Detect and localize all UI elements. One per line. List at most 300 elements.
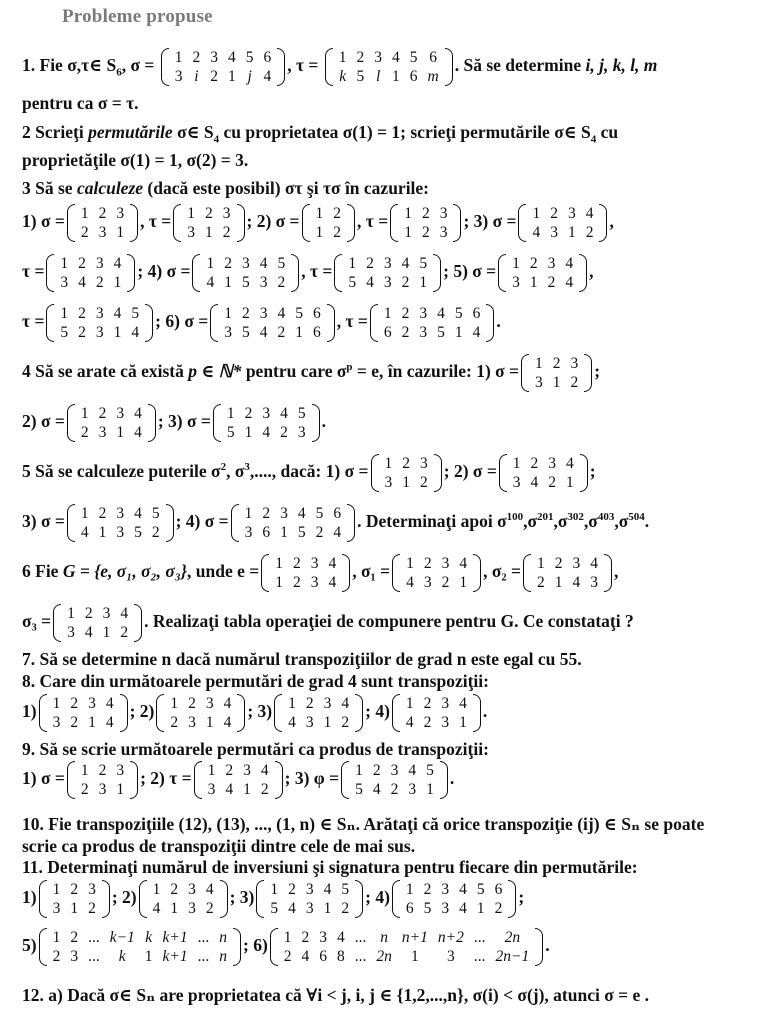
matrix-cell: 4 [134, 505, 142, 522]
left-paren [210, 304, 218, 342]
matrix-cell: 2 [280, 424, 288, 441]
matrix-cell: 3 [205, 695, 214, 712]
matrix-table [148, 880, 219, 918]
matrix-cell: 1 [224, 305, 232, 322]
right-paren [508, 880, 516, 918]
matrix-cell: 2 [170, 714, 179, 731]
matrix-cell: 5 [341, 881, 350, 898]
matrix-cell: 5 [60, 324, 69, 341]
left-paren [39, 880, 47, 918]
permutation-matrix [39, 880, 110, 918]
matrix-cell: 3 [310, 574, 319, 591]
right-paren [277, 48, 285, 86]
matrix-cell: 8 [337, 948, 345, 965]
matrix-cell: 4 [366, 274, 374, 291]
matrix-cell: 2 [260, 781, 269, 798]
permutation-matrix [302, 204, 356, 242]
matrix-cell: 5 [241, 274, 250, 291]
permutation-matrix [392, 694, 481, 732]
problem-2-cont: proprietăţile σ(1) = 1, σ(2) = 3. [22, 150, 249, 170]
matrix-cell: 3 [116, 205, 125, 222]
problem-10-cont: scrie ca produs de transpoziţii dintre cele de mai sus. [22, 836, 416, 856]
matrix-cell: 1 [323, 714, 332, 731]
left-paren [231, 504, 239, 542]
matrix-table [530, 354, 583, 392]
right-paren [275, 761, 283, 799]
problem-10: 10. Fie transpoziţiile (12), (13), ..., (1, n) ∈ Sₙ. Arătaţi că orice transpoziţie (ij) ∈ Sₙ se poate [22, 814, 705, 834]
matrix-cell: 2 [552, 355, 561, 372]
matrix-cell: 6 [472, 305, 481, 322]
matrix-cell: 1 [288, 695, 296, 712]
matrix-cell: 3 [590, 574, 598, 591]
matrix-cell: 1 [404, 224, 412, 241]
left-paren [392, 554, 400, 592]
permutation-matrix [341, 761, 448, 799]
matrix-cell: 2 [301, 929, 310, 946]
matrix-cell: ... [354, 929, 367, 946]
matrix-table [170, 48, 277, 86]
right-paren [347, 204, 355, 242]
matrix-cell: 4 [406, 574, 414, 591]
matrix-cell: 2 [225, 762, 234, 779]
matrix-cell: ... [88, 948, 100, 965]
permutation-matrix [46, 254, 135, 292]
matrix-cell: 2n [504, 929, 521, 946]
matrix-cell: 6 [262, 524, 271, 541]
matrix-cell: k+1 [162, 929, 188, 946]
matrix-cell: 3 [95, 324, 104, 341]
matrix-table [76, 761, 129, 799]
matrix-cell: 1 [405, 695, 414, 712]
matrix-cell: 2 [372, 762, 381, 779]
matrix-cell: 2 [84, 605, 93, 622]
permutation-matrix [521, 354, 592, 392]
matrix-cell: ... [88, 929, 100, 946]
matrix-cell: 4 [263, 68, 272, 85]
permutation-matrix [194, 761, 283, 799]
matrix-cell: 3 [383, 255, 392, 272]
matrix-table [201, 254, 290, 292]
matrix-cell: 1 [67, 605, 75, 622]
matrix-cell: 1 [98, 524, 107, 541]
matrix-cell: k+1 [162, 948, 188, 965]
left-paren [213, 404, 221, 442]
permutation-matrix [67, 204, 138, 242]
matrix-cell: 3 [567, 205, 576, 222]
permutation-matrix [392, 880, 517, 918]
matrix-table [270, 554, 341, 592]
right-paren [599, 204, 607, 242]
matrix-cell: 1 [60, 255, 69, 272]
permutation-matrix [46, 304, 153, 342]
matrix-cell: 4 [459, 695, 467, 712]
matrix-cell: 3 [420, 455, 428, 472]
matrix-cell: 1 [52, 881, 61, 898]
matrix-cell: 2 [333, 224, 342, 241]
matrix-cell: 4 [437, 305, 445, 322]
matrix-cell: 3 [95, 255, 104, 272]
matrix-cell: 3 [419, 305, 428, 322]
matrix-cell: 1 [270, 881, 279, 898]
permutation-matrix [39, 928, 241, 966]
matrix-table [311, 204, 347, 242]
right-paren [486, 304, 494, 342]
right-paren [145, 304, 153, 342]
matrix-cell: 4 [262, 424, 271, 441]
matrix-cell: 4 [405, 714, 414, 731]
matrix-cell: 3 [224, 324, 232, 341]
matrix-cell: 4 [333, 524, 342, 541]
matrix-cell: 1 [88, 714, 96, 731]
matrix-cell: 3 [439, 205, 448, 222]
matrix-cell: 3 [419, 324, 428, 341]
right-paren [312, 404, 320, 442]
matrix-cell: 1 [419, 274, 428, 291]
matrix-cell: 4 [134, 405, 142, 422]
matrix-cell: 1 [224, 274, 232, 291]
right-paren [440, 761, 448, 799]
matrix-cell: 2 [80, 224, 89, 241]
matrix-cell: 3 [210, 49, 218, 66]
matrix-cell: 1 [113, 274, 122, 291]
permutation-matrix [67, 761, 138, 799]
matrix-cell: 1 [532, 205, 541, 222]
matrix-cell: 4 [297, 505, 306, 522]
matrix-cell: 2 [423, 714, 432, 731]
matrix-cell: 2 [529, 255, 538, 272]
permutation-matrix [173, 204, 244, 242]
permutation-matrix [67, 504, 174, 542]
matrix-cell: ... [197, 929, 210, 946]
right-paren [291, 254, 299, 292]
matrix-cell: 1 [402, 474, 411, 491]
matrix-cell: 4 [408, 762, 417, 779]
matrix-cell: m [427, 68, 439, 85]
permutation-matrix [261, 554, 350, 592]
matrix-cell: 1 [411, 948, 419, 965]
right-paren [102, 880, 110, 918]
matrix-cell: 2 [550, 205, 558, 222]
matrix-cell: 1 [227, 68, 236, 85]
matrix-cell: 3 [102, 605, 111, 622]
left-paren [270, 928, 278, 966]
matrix-cell: 4 [227, 49, 236, 66]
matrix-cell: 4 [530, 474, 539, 491]
matrix-table [334, 48, 444, 86]
matrix-cell: 1 [552, 374, 561, 391]
matrix-cell: 5 [226, 424, 235, 441]
matrix-cell: 4 [288, 900, 296, 917]
matrix-cell: 4 [341, 695, 350, 712]
matrix-cell: 2 [305, 695, 314, 712]
matrix-cell: 1 [60, 305, 69, 322]
right-paren [220, 880, 228, 918]
matrix-cell: 1 [116, 224, 125, 241]
right-paren [127, 254, 135, 292]
matrix-cell: 1 [80, 505, 89, 522]
permutation-matrix [53, 604, 142, 642]
page-title: Probleme propuse [62, 6, 213, 27]
permutation-matrix [370, 304, 495, 342]
left-paren [390, 204, 398, 242]
matrix-cell: 3 [548, 455, 557, 472]
left-paren [156, 694, 164, 732]
left-paren [192, 254, 200, 292]
matrix-cell: 2 [333, 205, 342, 222]
matrix-cell: 1 [275, 555, 283, 572]
matrix-cell: 3 [88, 881, 96, 898]
matrix-cell: 4 [78, 274, 86, 291]
matrix-cell: 1 [535, 355, 543, 372]
matrix-cell: 4 [401, 255, 410, 272]
problem-12: 12. a) Dacă σ∈ Sₙ are proprietatea că ∀i < j, i, j ∈ {1,2,...,n}, σ(i) < σ(j), atunci σ = e . [22, 985, 649, 1005]
matrix-cell: 3 [116, 524, 125, 541]
matrix-table [532, 554, 603, 592]
left-paren [67, 404, 75, 442]
matrix-table [76, 204, 129, 242]
matrix-cell: 5 [297, 524, 306, 541]
matrix-cell: 2 [356, 49, 365, 66]
right-paren [355, 694, 363, 732]
matrix-cell: 1 [170, 900, 179, 917]
matrix-cell: 3 [441, 881, 450, 898]
problem-5-row-2: 3) σ = 1 2 3 4 5 4 1 3 5 2 ; 4) σ = 1 2 3 4 5 6 3 6 1 5 2 4 . Determinaţi apoi $\sigma^{100},\sigma^{201},\sigma^{302},\sigma^{403},\sigma^{504}$. [22, 505, 650, 541]
matrix-cell: 1 [392, 68, 400, 85]
problem-9: 9. Să se scrie următoarele permutări ca produs de transpoziţii: [22, 739, 489, 759]
matrix-cell: 2 [241, 305, 250, 322]
matrix-cell: 2 [421, 205, 430, 222]
left-paren [139, 880, 147, 918]
matrix-cell: 2 [80, 781, 89, 798]
matrix-cell: 4 [120, 605, 129, 622]
matrix-cell: k [145, 929, 153, 946]
matrix-cell: 2 [192, 49, 201, 66]
matrix-cell: 1 [536, 555, 545, 572]
matrix-cell: 3 [441, 900, 450, 917]
matrix-cell: 2 [98, 205, 107, 222]
matrix-cell: 2 [548, 474, 557, 491]
matrix-cell: ... [473, 929, 486, 946]
matrix-table [165, 694, 236, 732]
matrix-cell: 2 [205, 900, 214, 917]
matrix-cell: 5 [355, 781, 363, 798]
left-paren [173, 204, 181, 242]
matrix-cell: 4 [288, 714, 296, 731]
left-paren [67, 504, 75, 542]
matrix-table [76, 404, 147, 442]
matrix-cell: 2 [80, 424, 89, 441]
matrix-cell: 4 [566, 455, 574, 472]
left-paren [392, 880, 400, 918]
matrix-cell: 3 [98, 781, 107, 798]
matrix-cell: 1 [244, 505, 253, 522]
matrix-cell: 3 [116, 762, 125, 779]
matrix-cell: 1 [80, 405, 89, 422]
matrix-cell: 4 [328, 574, 337, 591]
matrix-cell: 4 [105, 695, 114, 712]
matrix-cell: 2 [283, 948, 292, 965]
right-paren [130, 204, 138, 242]
matrix-cell: 2n [376, 948, 392, 965]
left-paren [161, 48, 169, 86]
matrix-cell: 4 [80, 524, 89, 541]
right-paren [233, 928, 241, 966]
matrix-cell: 4 [459, 881, 467, 898]
matrix-cell: 4 [84, 624, 93, 641]
matrix-cell: 1 [102, 624, 111, 641]
matrix-cell: 6 [429, 49, 437, 66]
matrix-cell: 2 [401, 305, 410, 322]
matrix-cell: 1 [116, 424, 125, 441]
permutation-matrix [334, 254, 441, 292]
matrix-cell: 1 [280, 524, 288, 541]
left-paren [341, 761, 349, 799]
matrix-cell: 2 [70, 714, 79, 731]
matrix-cell: 1 [315, 205, 324, 222]
matrix-cell: 3 [95, 305, 104, 322]
matrix-cell: 1 [152, 881, 161, 898]
matrix-cell: 2 [205, 205, 213, 222]
problem-5: 5 Să se calculeze puterile $\sigma^2$, $\sigma^3$,...., dacă: 1) σ = 1 2 3 3 1 2 ; 2) σ = 1 2 3 4 3 4 2 1 ; [22, 455, 596, 491]
permutation-matrix [192, 254, 299, 292]
permutation-matrix [390, 204, 461, 242]
left-paren [518, 204, 526, 242]
right-paren [445, 48, 453, 86]
matrix-cell: 1 [206, 255, 215, 272]
matrix-cell: 1 [338, 49, 347, 66]
right-paren [355, 880, 363, 918]
matrix-cell: j [247, 68, 252, 85]
matrix-cell: 1 [226, 405, 235, 422]
matrix-cell: 2 [70, 695, 79, 712]
matrix-cell: 3 [305, 714, 314, 731]
permutation-matrix [498, 254, 587, 292]
matrix-cell: 2 [188, 695, 196, 712]
matrix-cell: 4 [572, 574, 581, 591]
right-paren [237, 694, 245, 732]
permutation-matrix [270, 928, 543, 966]
matrix-cell: ... [354, 948, 367, 965]
matrix-cell: 2 [70, 929, 79, 946]
matrix-cell: 1 [113, 324, 122, 341]
matrix-cell: i [194, 68, 199, 85]
matrix-cell: 4 [205, 881, 214, 898]
matrix-cell: n [380, 929, 389, 946]
matrix-table [401, 694, 472, 732]
matrix-cell: 5 [356, 68, 365, 85]
left-paren [371, 454, 379, 492]
matrix-cell: 1 [512, 455, 521, 472]
matrix-cell: 4 [590, 555, 598, 572]
problem-2: 2 Scrieţi permutările σ∈ $S_4$ cu proprietatea σ(1) = 1; scrieţi permutările σ∈ $S_4$ cu [22, 122, 619, 146]
problem-11-row-1: 1) 1 2 3 3 1 2 ; 2) 1 2 3 4 4 1 3 2 ; 3) 1 2 3 4 5 5 4 3 1 2 ; 4) 1 2 3 4 5 6 6 5 3 4 1 2 ; [22, 881, 525, 917]
left-paren [46, 304, 54, 342]
right-paren [130, 761, 138, 799]
matrix-cell: 2 [210, 68, 218, 85]
matrix-cell: 4 [206, 274, 215, 291]
matrix-cell: 1 [52, 929, 61, 946]
matrix-cell: 6 [494, 881, 503, 898]
permutation-matrix [231, 504, 356, 542]
matrix-cell: 4 [392, 49, 400, 66]
matrix-cell: 4 [259, 255, 268, 272]
matrix-cell: 4 [152, 900, 161, 917]
matrix-cell: 1 [80, 762, 89, 779]
matrix-cell: 3 [52, 714, 61, 731]
matrix-cell: 3 [70, 948, 79, 965]
left-paren [334, 254, 342, 292]
problem-7: 7. Să se determine n dacă numărul transpoziţiilor de grad n este egal cu 55. [22, 649, 582, 669]
matrix-cell: 5 [423, 900, 432, 917]
matrix-cell: 3 [547, 255, 556, 272]
matrix-cell: 1 [243, 781, 251, 798]
permutation-matrix [392, 554, 481, 592]
matrix-cell: 2 [98, 762, 107, 779]
matrix-table [508, 454, 579, 492]
matrix-cell: 5 [409, 49, 418, 66]
matrix-cell: 3 [60, 274, 69, 291]
matrix-cell: 1 [144, 948, 153, 965]
right-paren [604, 554, 612, 592]
matrix-cell: 2 [341, 714, 350, 731]
matrix-cell: 1 [275, 574, 283, 591]
matrix-cell: 2 [401, 274, 410, 291]
matrix-cell: 1 [207, 762, 216, 779]
matrix-cell: 1 [244, 424, 253, 441]
matrix-cell: 2 [98, 505, 107, 522]
matrix-cell: 1 [406, 555, 414, 572]
matrix-cell: 4 [459, 900, 467, 917]
matrix-table [527, 204, 598, 242]
matrix-cell: 4 [565, 255, 574, 272]
matrix-cell: 2 [277, 324, 286, 341]
matrix-cell: 5 [297, 405, 306, 422]
matrix-cell: 2 [78, 324, 86, 341]
matrix-cell: 2 [151, 524, 160, 541]
matrix-cell: 3 [259, 305, 268, 322]
problem-1-cont: pentru ca σ = τ. [22, 93, 139, 113]
matrix-cell: 1 [459, 714, 467, 731]
matrix-cell: 5 [245, 49, 254, 66]
matrix-cell: 3 [423, 574, 432, 591]
matrix-table [343, 254, 432, 292]
matrix-cell: 1 [295, 324, 303, 341]
right-paren [433, 254, 441, 292]
matrix-cell: 1 [205, 714, 214, 731]
matrix-cell: 5 [348, 274, 357, 291]
matrix-cell: 2 [341, 900, 350, 917]
matrix-cell: 3 [570, 355, 579, 372]
matrix-table [48, 928, 232, 966]
matrix-cell: 4 [328, 555, 337, 572]
matrix-cell: 2 [536, 574, 545, 591]
matrix-cell: 6 [312, 305, 321, 322]
matrix-cell: 2 [262, 505, 271, 522]
matrix-cell: 4 [277, 305, 286, 322]
left-paren [274, 694, 282, 732]
permutation-matrix [161, 48, 286, 86]
matrix-cell: 2 [423, 695, 432, 712]
left-paren [67, 761, 75, 799]
matrix-table [76, 504, 165, 542]
matrix-cell: 1 [315, 224, 324, 241]
matrix-cell: 1 [283, 929, 292, 946]
matrix-cell: 1 [512, 255, 520, 272]
matrix-cell: 2 [441, 574, 450, 591]
matrix-cell: 2 [494, 900, 503, 917]
matrix-cell: 3 [244, 524, 253, 541]
matrix-cell: 3 [447, 948, 455, 965]
